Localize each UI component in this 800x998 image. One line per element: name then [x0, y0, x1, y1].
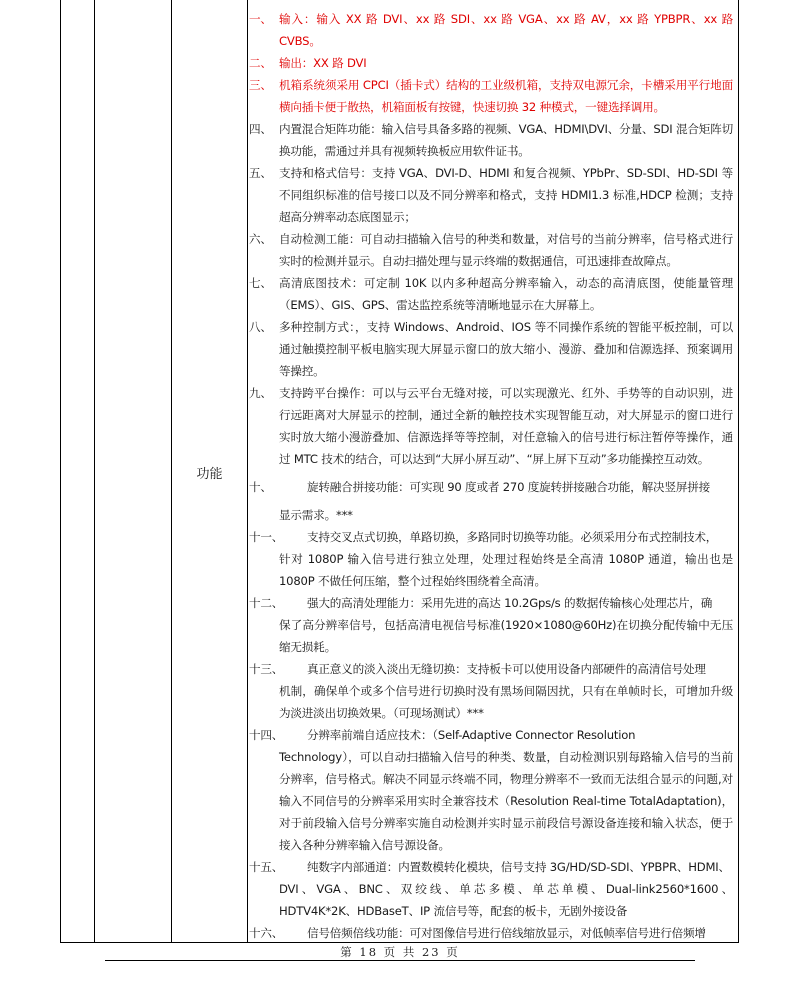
item-number: 六、: [249, 232, 272, 246]
item-text: 旋转融合拼接功能：可实现 90 度或者 270 度旋转拼接融合功能，解决竖屏拼接: [307, 480, 711, 494]
item-text-block: [307, 922, 733, 941]
item-text-continued: 保了高分辨率信号，包括高清电视信号标准(1920×1080@60Hz)在切换分配传输中无压缩无损耗。: [279, 618, 733, 654]
spec-item: [249, 228, 733, 272]
item-text: 自动检测工能：可自动扫描输入信号的种类和数量，对信号的当前分辨率，信号格式进行实时的检测并显示。自动扫描处理与显示终端的数据通信，可迅速排查故障点。: [279, 232, 733, 268]
spec-item: [249, 382, 733, 470]
item-text-block: [279, 724, 733, 856]
item-text: 高清底图技术：可定制 10K 以内多种超高分辨率输入，动态的高清底图，使能量管理（EMS）、GIS、GPS、雷达监控系统等清晰地显示在大屏幕上。: [279, 276, 733, 312]
item-number: 四、: [249, 122, 272, 136]
spec-item: [249, 476, 733, 526]
item-number: 一、: [249, 12, 272, 26]
spec-item: [249, 162, 733, 228]
spec-item: [249, 856, 733, 922]
item-number: 二、: [249, 56, 272, 70]
item-text: 纯数字内部通道：内置数模转化模块，信号支持 3G/HD/SD-SDI、YPBPR、HDMI、: [307, 860, 730, 874]
item-text: 强大的高清处理能力：采用先进的高达 10.2Gps/s 的数据传输核心处理芯片，确: [307, 596, 713, 610]
item-number: 三、: [249, 78, 272, 92]
item-text: 支持和格式信号：支持 VGA、DVI-D、HDMI 和复合视频、YPbPr、SD-SDI、HD-SDI 等不同组织标准的信号接口以及不同分辨率和格式，支持 HDMI1.3 标准,HDCP 检测；支持超高分辨率动态底图显示；: [279, 166, 733, 224]
spec-item: [249, 118, 733, 162]
item-text-continued: DVI、VGA、BNC、双绞线、单芯多模、单芯单模、Dual-link2560*1600、HDTV4K*2K、HDBaseT、IP 流信号等，配套的板卡，无剧外接设备: [279, 882, 733, 918]
item-text: 输出：XX 路 DVI: [279, 56, 367, 70]
item-number: 八、: [249, 320, 272, 334]
footer-rule: [105, 960, 695, 961]
spec-item: [249, 526, 733, 592]
item-text: 输入：输入 XX 路 DVI、xx 路 SDI、xx 路 VGA、xx 路 AV，xx 路 YPBPR、xx 路 CVBS。: [279, 12, 733, 48]
item-text-block: [279, 658, 733, 724]
item-text: 机箱系统须采用 CPCI（插卡式）结构的工业级机箱，支持双电源冗余，卡槽采用平行地面横向插卡便于散热，机箱面板有按键，快速切换 32 种模式，一键选择调用。: [279, 78, 733, 114]
spec-item: [249, 52, 733, 74]
item-text: 信号倍频倍线功能：可对图像信号进行倍线缩放显示，对低帧率信号进行倍频增: [307, 926, 706, 940]
item-text: 支持跨平台操作：可以与云平台无缝对接，可以实现激光、红外、手势等的自动识别，进行远距离对大屏显示的控制，通过全新的触控技术实现智能互动，对大屏显示的窗口进行实时放大缩小漫游叠加、信源选择等等控制，对任意输入的信号进行标注暂停等操作，通过 MTC 技术的结合，可以达到“大屏小屏互动”、“屏上屏下互动”多功能操控互动效。: [279, 386, 733, 466]
column-divider: [247, 0, 248, 942]
item-text-block: [279, 592, 733, 658]
item-number: 九、: [249, 386, 272, 400]
item-text-block: [279, 526, 733, 592]
item-number: 十五、: [249, 860, 284, 874]
item-text: 内置混合矩阵功能：输入信号具备多路的视频、VGA、HDMI\DVI、分量、SDI 混合矩阵切换功能，需通过并具有视频转换板应用软件证书。: [279, 122, 733, 158]
item-text-block: [279, 476, 733, 526]
spec-item: [249, 74, 733, 118]
item-text: 分辨率前端自适应技术：（Self-Adaptive Connector Resolution: [307, 728, 636, 742]
item-text-continued: 针对 1080P 输入信号进行独立处理，处理过程始终是全高清 1080P 通道，输出也是 1080P 不做任何压缩，整个过程始终围绕着全高清。: [279, 552, 733, 588]
item-text-continued: 机制，确保单个或多个信号进行切换时没有黑场间隔因扰，只有在单帧时长，可增加升级为淡进淡出切换效果。（可现场测试）***: [279, 684, 733, 720]
spec-item: [249, 658, 733, 724]
item-number: 十二、: [249, 596, 284, 610]
spec-item: [249, 724, 733, 856]
page-number-footer: 第 18 页 共 23 页: [340, 945, 460, 959]
item-text: 真正意义的淡入淡出无缝切换：支持板卡可以使用设备内部硬件的高清信号处理: [307, 662, 706, 676]
item-number: 十一、: [249, 530, 284, 544]
item-text-block: [279, 856, 733, 922]
item-text-continued: 显示需求。***: [279, 508, 353, 522]
spec-item: [249, 592, 733, 658]
spec-item: [249, 316, 733, 382]
item-number: 十六、: [249, 926, 284, 940]
item-text: 支持交叉点式切换，单路切换，多路同时切换等功能。必须采用分布式控制技术，: [307, 530, 718, 544]
item-number: 十四、: [249, 728, 284, 742]
spec-content: [249, 8, 733, 941]
category-label: 功能: [196, 467, 223, 482]
item-text: 多种控制方式：，支持 Windows、Android、IOS 等不同操作系统的智能平板控制，可以通过触摸控制平板电脑实现大屏显示窗口的放大缩小、漫游、叠加和信源选择、预案调用等操控。: [279, 320, 733, 378]
item-number: 十三、: [249, 662, 284, 676]
spec-item: [249, 922, 733, 941]
item-number: 五、: [249, 166, 272, 180]
spec-item: [249, 272, 733, 316]
spec-item: [249, 8, 733, 52]
item-text-continued: Technology），可以自动扫描输入信号的种类、数量，自动检测识别每路输入信号的当前分辨率，信号格式。解决不同显示终端不同，物理分辨率不一致而无法组合显示的问题,对输入不同信号的分辨率采用实时全兼容技术（Resolution Real-time TotalAdaptation)，对于前段输入信号分辨率实施自动检测并实时显示前段信号源设备连接和输入状态，便于接入各种分辨率输入信号源设备。: [279, 750, 733, 852]
item-number: 七、: [249, 276, 272, 290]
item-number: 十、: [249, 480, 272, 494]
column-divider: [94, 0, 95, 942]
